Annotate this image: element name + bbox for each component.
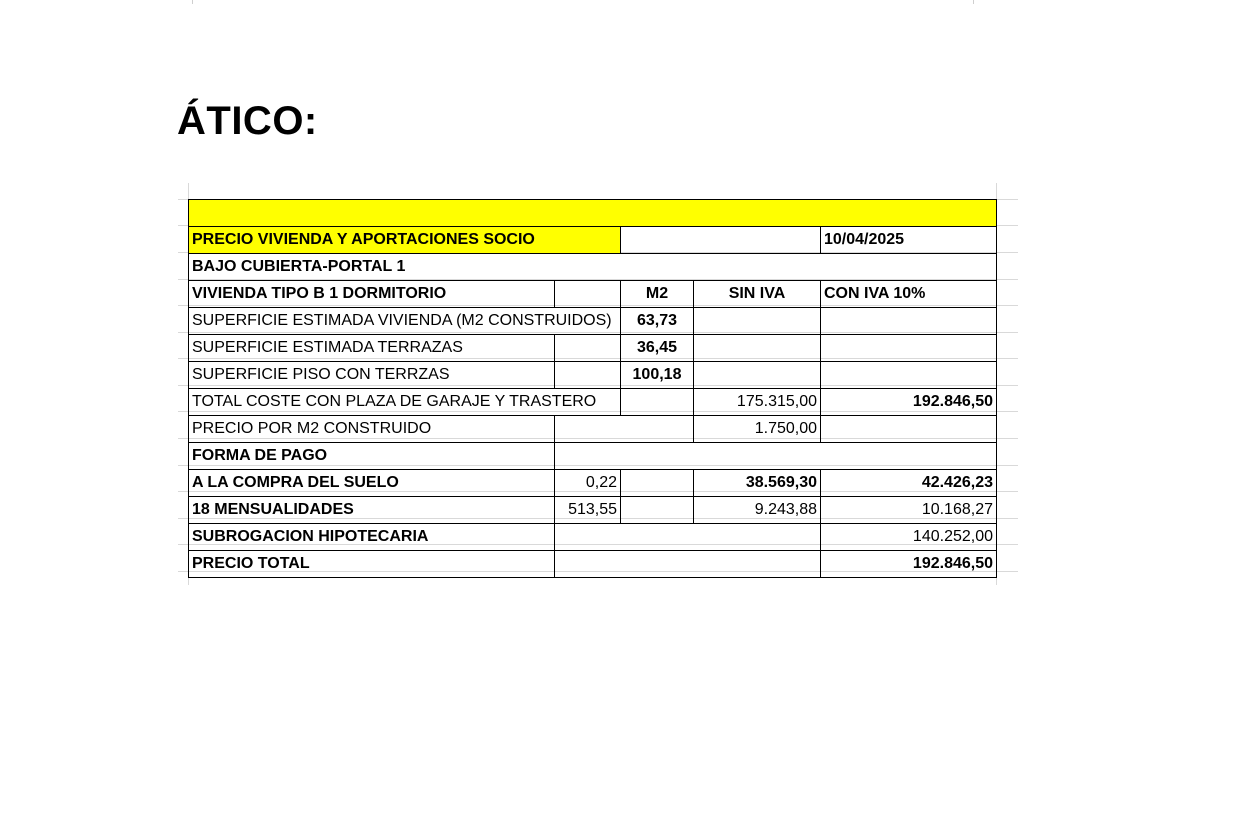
table-date: 10/04/2025 xyxy=(821,227,997,254)
table-row xyxy=(189,524,997,551)
empty-cell xyxy=(555,524,821,551)
con-iva-value: 42.426,23 xyxy=(821,470,997,497)
table-title: PRECIO VIVIENDA Y APORTACIONES SOCIO xyxy=(189,227,621,254)
con-iva-value: 140.252,00 xyxy=(821,524,997,551)
row-label: SUBROGACION HIPOTECARIA xyxy=(189,524,555,551)
row-label: SUPERFICIE ESTIMADA VIVIENDA (M2 CONSTRUIDOS) xyxy=(189,308,621,335)
table-row xyxy=(189,497,997,524)
empty-cell xyxy=(555,362,621,389)
row-label: 18 MENSUALIDADES xyxy=(189,497,555,524)
row-label: TOTAL COSTE CON PLAZA DE GARAJE Y TRASTERO xyxy=(189,389,621,416)
con-iva-value: 192.846,50 xyxy=(821,389,997,416)
empty-cell xyxy=(694,335,821,362)
table-row xyxy=(189,227,997,254)
empty-cell xyxy=(555,443,997,470)
page-corner-mark-left xyxy=(192,0,193,4)
empty-cell xyxy=(694,362,821,389)
m2-value: 100,18 xyxy=(621,362,694,389)
empty-cell xyxy=(555,281,621,308)
column-header-con-iva: CON IVA 10% xyxy=(821,281,997,308)
empty-cell xyxy=(621,497,694,524)
sin-iva-value: 9.243,88 xyxy=(694,497,821,524)
table-row xyxy=(189,308,997,335)
row-label: A LA COMPRA DEL SUELO xyxy=(189,470,555,497)
yellow-banner-cell xyxy=(189,200,997,227)
empty-cell xyxy=(821,362,997,389)
sin-iva-value: 38.569,30 xyxy=(694,470,821,497)
factor-value: 0,22 xyxy=(555,470,621,497)
table-row xyxy=(189,254,997,281)
page-corner-mark-right xyxy=(973,0,974,4)
column-header-type: VIVIENDA TIPO B 1 DORMITORIO xyxy=(189,281,555,308)
empty-cell xyxy=(621,227,821,254)
table-row xyxy=(189,551,997,578)
table-row xyxy=(189,281,997,308)
sin-iva-value: 1.750,00 xyxy=(694,416,821,443)
section-label: FORMA DE PAGO xyxy=(189,443,555,470)
row-label: PRECIO TOTAL xyxy=(189,551,555,578)
page-heading: ÁTICO: xyxy=(177,99,318,143)
empty-cell xyxy=(821,416,997,443)
table-row xyxy=(189,443,997,470)
row-label: SUPERFICIE PISO CON TERRZAS xyxy=(189,362,555,389)
con-iva-value: 10.168,27 xyxy=(821,497,997,524)
table-subtitle: BAJO CUBIERTA-PORTAL 1 xyxy=(189,254,997,281)
empty-cell xyxy=(821,335,997,362)
spreadsheet-image xyxy=(178,183,1018,585)
table-row xyxy=(189,362,997,389)
sin-iva-value: 175.315,00 xyxy=(694,389,821,416)
row-label: PRECIO POR M2 CONSTRUIDO xyxy=(189,416,555,443)
row-label: SUPERFICIE ESTIMADA TERRAZAS xyxy=(189,335,555,362)
empty-cell xyxy=(621,389,694,416)
table-row xyxy=(189,470,997,497)
price-table xyxy=(188,199,997,578)
empty-cell xyxy=(621,470,694,497)
empty-cell xyxy=(694,308,821,335)
table-row xyxy=(189,416,997,443)
table-row xyxy=(189,335,997,362)
factor-value: 513,55 xyxy=(555,497,621,524)
m2-value: 36,45 xyxy=(621,335,694,362)
empty-cell xyxy=(555,416,694,443)
table-row xyxy=(189,200,997,227)
con-iva-value: 192.846,50 xyxy=(821,551,997,578)
column-header-m2: M2 xyxy=(621,281,694,308)
column-header-sin-iva: SIN IVA xyxy=(694,281,821,308)
empty-cell xyxy=(555,335,621,362)
m2-value: 63,73 xyxy=(621,308,694,335)
empty-cell xyxy=(821,308,997,335)
table-row xyxy=(189,389,997,416)
empty-cell xyxy=(555,551,821,578)
